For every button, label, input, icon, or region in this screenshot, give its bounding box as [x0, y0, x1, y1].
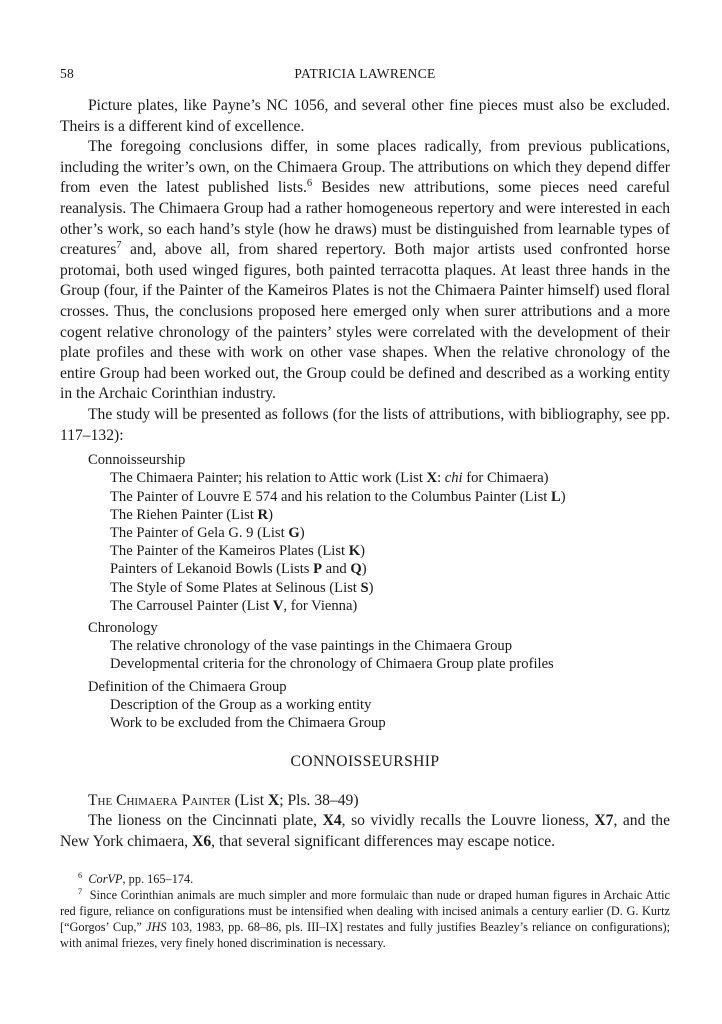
outline-item: The Riehen Painter (List R) — [110, 506, 273, 523]
outline-item: Developmental criteria for the chronology of Chimaera Group plate profiles — [110, 656, 554, 673]
outline-item: Work to be excluded from the Chimaera Group — [110, 714, 386, 731]
outline-item: The Painter of Gela G. 9 (List G) — [110, 524, 305, 541]
paragraph-2: The foregoing conclusions differ, in some places radically, from previous publications, including the writer’s own, on the Chimaera Group. The attributions on which they depend differ from even the latest published lists.$^6$ Besides new attributions, some pieces need careful reanalysis. The Chimaera Group had a rather homogeneous repertory and were interested in each other’s work, so each hand’s style (how he draws) must be distinguished from learnable types of creatures$^7$ and, above all, from shared repertory. Both major artists used confronted horse protomai, both used winged figures, both painted terracotta plaques. At least three hands in the Group (four, if the Painter of the Kameiros Plates is not the Chimaera Painter himself) used floral crosses. Thus, the conclusions proposed here emerged only when surer attributions and a more cogent relative chronology of the painters’ styles were correlated with the development of their plate profiles and these with work on other vase shapes. When the relative chronology of the entire Group had been worked out, the Group could be defined and described as a working entity in the Archaic Corinthian industry. — [60, 138, 670, 403]
footnote-ref-6[interactable]: 6 — [306, 178, 313, 190]
footnote-7: $^7$ Since Corinthian animals are much simpler and more formulaic than nude or draped human figures in Archaic Attic red figure, reliance on configurations must be intensified when dealing with incised animals a century earlier (D. G. Kurtz [“Gorgos’ Cup,” JHS 103, 1983, pp. 68–86, pls. III–IX] restates and fully justifies Beazley’s reliance on configurations); with animal friezes, very finely honed discrimination is necessary. — [60, 886, 670, 950]
outline-section-definition — [60, 678, 670, 733]
outline-item: The Painter of Louvre E 574 and his relation to the Columbus Painter (List L) — [110, 488, 566, 505]
subsection-heading: The Chimaera Painter (List X; Pls. 38–49) — [88, 791, 359, 809]
outline-section-title: Definition of the Chimaera Group — [88, 678, 287, 695]
paragraph-3: The study will be presented as follows (for the lists of attributions, with bibliography, see pp. 117–132): — [60, 405, 670, 444]
outline-item: Painters of Lekanoid Bowls (Lists P and Q) — [110, 561, 367, 578]
outline-item: The Chimaera Painter; his relation to Attic work (List X: chi for Chimaera) — [110, 470, 549, 487]
footnote-ref-7[interactable]: 7 — [116, 239, 122, 251]
page-number: 58 — [60, 66, 75, 81]
outline-item: Description of the Group as a working entity — [110, 696, 372, 713]
outline-item: The relative chronology of the vase paintings in the Chimaera Group — [110, 638, 513, 655]
study-outline — [60, 451, 670, 732]
outline-item: The Style of Some Plates at Selinous (List S) — [110, 579, 374, 596]
main-text — [60, 96, 670, 853]
outline-item: The Carrousel Painter (List V, for Vienna) — [110, 597, 358, 614]
running-head: PATRICIA LAWRENCE — [294, 66, 436, 81]
page-header — [60, 66, 670, 84]
footnotes — [60, 871, 670, 951]
section-heading: CONNOISSEURSHIP — [290, 753, 440, 771]
paragraph-final: The lioness on the Cincinnati plate, X4, so vividly recalls the Louvre lioness, X7, and the New York chimaera, X6, that several significant differences may escape notice. — [60, 812, 670, 850]
outline-section-title: Chronology — [88, 619, 158, 636]
footnote-6: $^6$ CorVP, pp. 165–174. — [78, 870, 194, 886]
outline-section-connoisseurship — [60, 451, 670, 615]
outline-section-title: Connoisseurship — [88, 452, 186, 469]
outline-section-chronology — [60, 619, 670, 674]
outline-item: The Painter of the Kameiros Plates (List K) — [110, 543, 365, 560]
paragraph-1: Picture plates, like Payne’s NC 1056, and several other fine pieces must also be excluded. Theirs is a different kind of excellence. — [60, 97, 670, 135]
